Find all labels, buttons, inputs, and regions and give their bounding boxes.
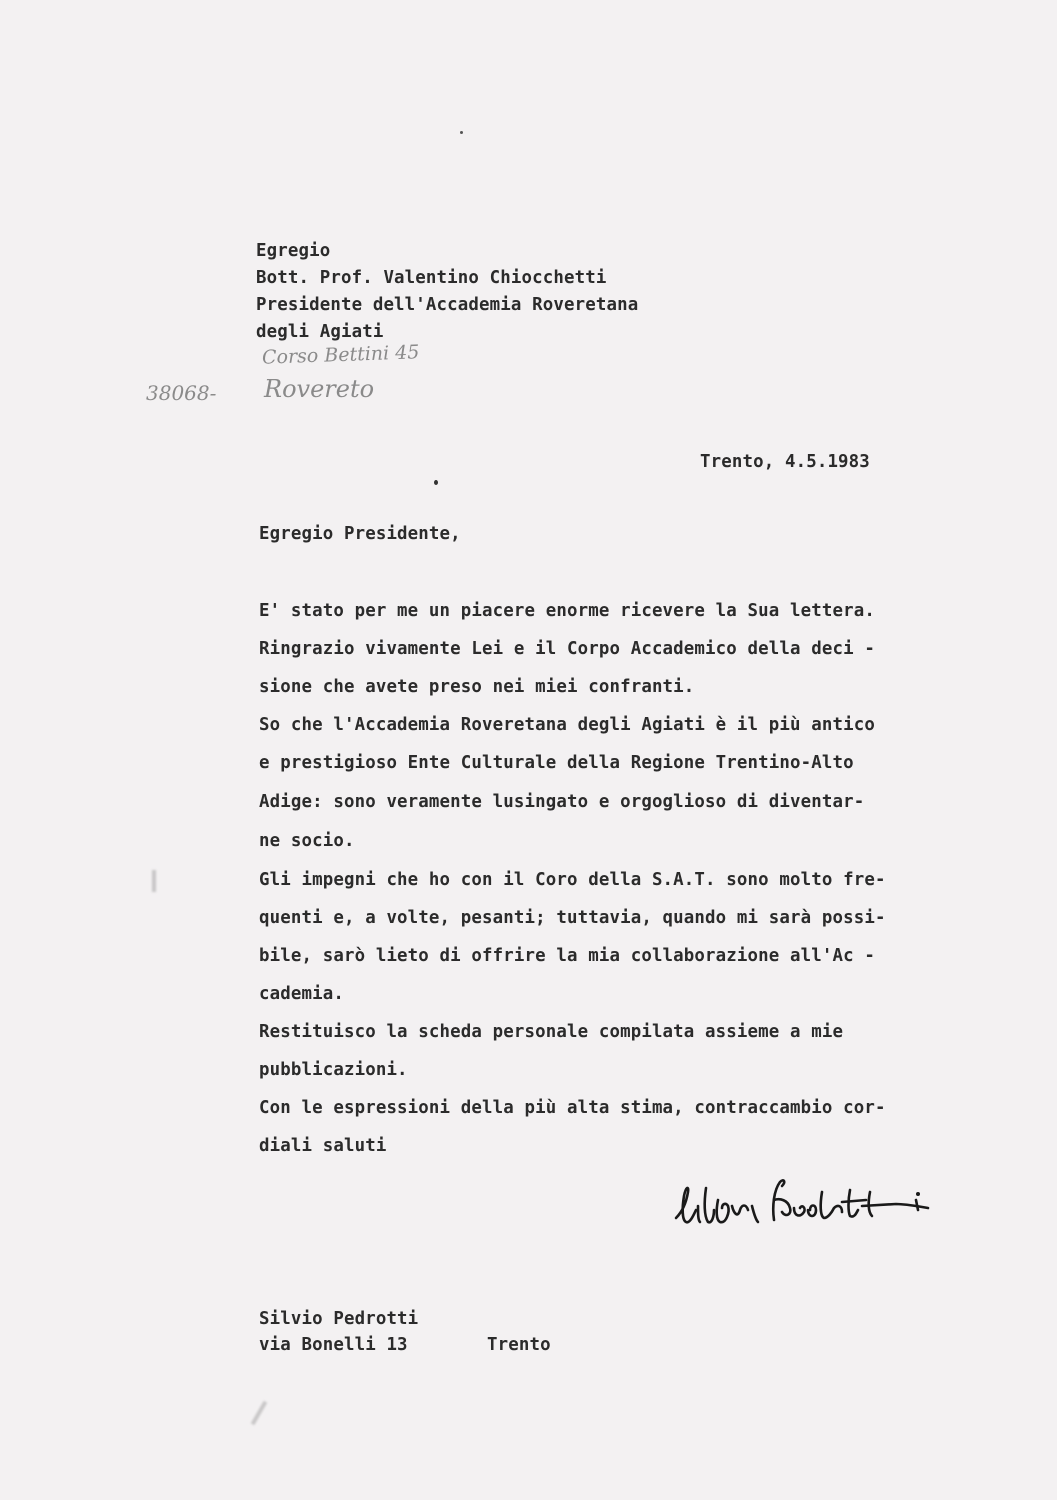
body-line: Gli impegni che ho con il Coro della S.A.T. sono molto fre-	[259, 870, 886, 890]
greeting: Egregio Presidente,	[259, 524, 461, 544]
body-line: diali saluti	[259, 1136, 387, 1156]
handwritten-signature	[670, 1170, 940, 1240]
recipient-name: Bott. Prof. Valentino Chiocchetti	[256, 268, 607, 288]
body-line: Ringrazio vivamente Lei e il Corpo Accademico della deci -	[259, 639, 875, 659]
body-line: pubblicazioni.	[259, 1060, 408, 1080]
sender-name: Silvio Pedrotti	[259, 1309, 419, 1329]
body-line: So che l'Accademia Roveretana degli Agiati è il più antico	[259, 715, 875, 735]
handwritten-street: Corso Bettini 45	[261, 341, 420, 369]
paper-mark	[251, 1401, 267, 1426]
paper-mark	[152, 870, 156, 892]
recipient-title-2: degli Agiati	[256, 322, 384, 342]
body-line: sione che avete preso nei miei confranti.	[259, 677, 695, 697]
body-line: Adige: sono veramente lusingato e orgoglioso di diventar-	[259, 792, 865, 812]
body-line: e prestigioso Ente Culturale della Regione Trentino-Alto	[259, 753, 854, 773]
recipient-title: Presidente dell'Accademia Roveretana	[256, 295, 639, 315]
place-date: Trento, 4.5.1983	[700, 452, 870, 472]
body-line: cademia.	[259, 984, 344, 1004]
body-line: Restituisco la scheda personale compilata assieme a mie	[259, 1022, 844, 1042]
body-line: bile, sarò lieto di offrire la mia collaborazione all'Ac -	[259, 946, 875, 966]
body-line: ne socio.	[259, 831, 355, 851]
sender-city: Trento	[487, 1335, 551, 1355]
handwritten-postcode: 38068-	[146, 381, 217, 405]
body-line: quenti e, a volte, pesanti; tuttavia, quando mi sarà possi-	[259, 908, 886, 928]
sender-street: via Bonelli 13	[259, 1335, 408, 1355]
paper-speck	[460, 131, 463, 134]
paper-speck	[434, 480, 438, 485]
recipient-salutation: Egregio	[256, 241, 331, 261]
body-line: Con le espressioni della più alta stima, contraccambio cor-	[259, 1098, 886, 1118]
handwritten-city: Rovereto	[264, 375, 375, 403]
body-line: E' stato per me un piacere enorme ricevere la Sua lettera.	[259, 601, 875, 621]
